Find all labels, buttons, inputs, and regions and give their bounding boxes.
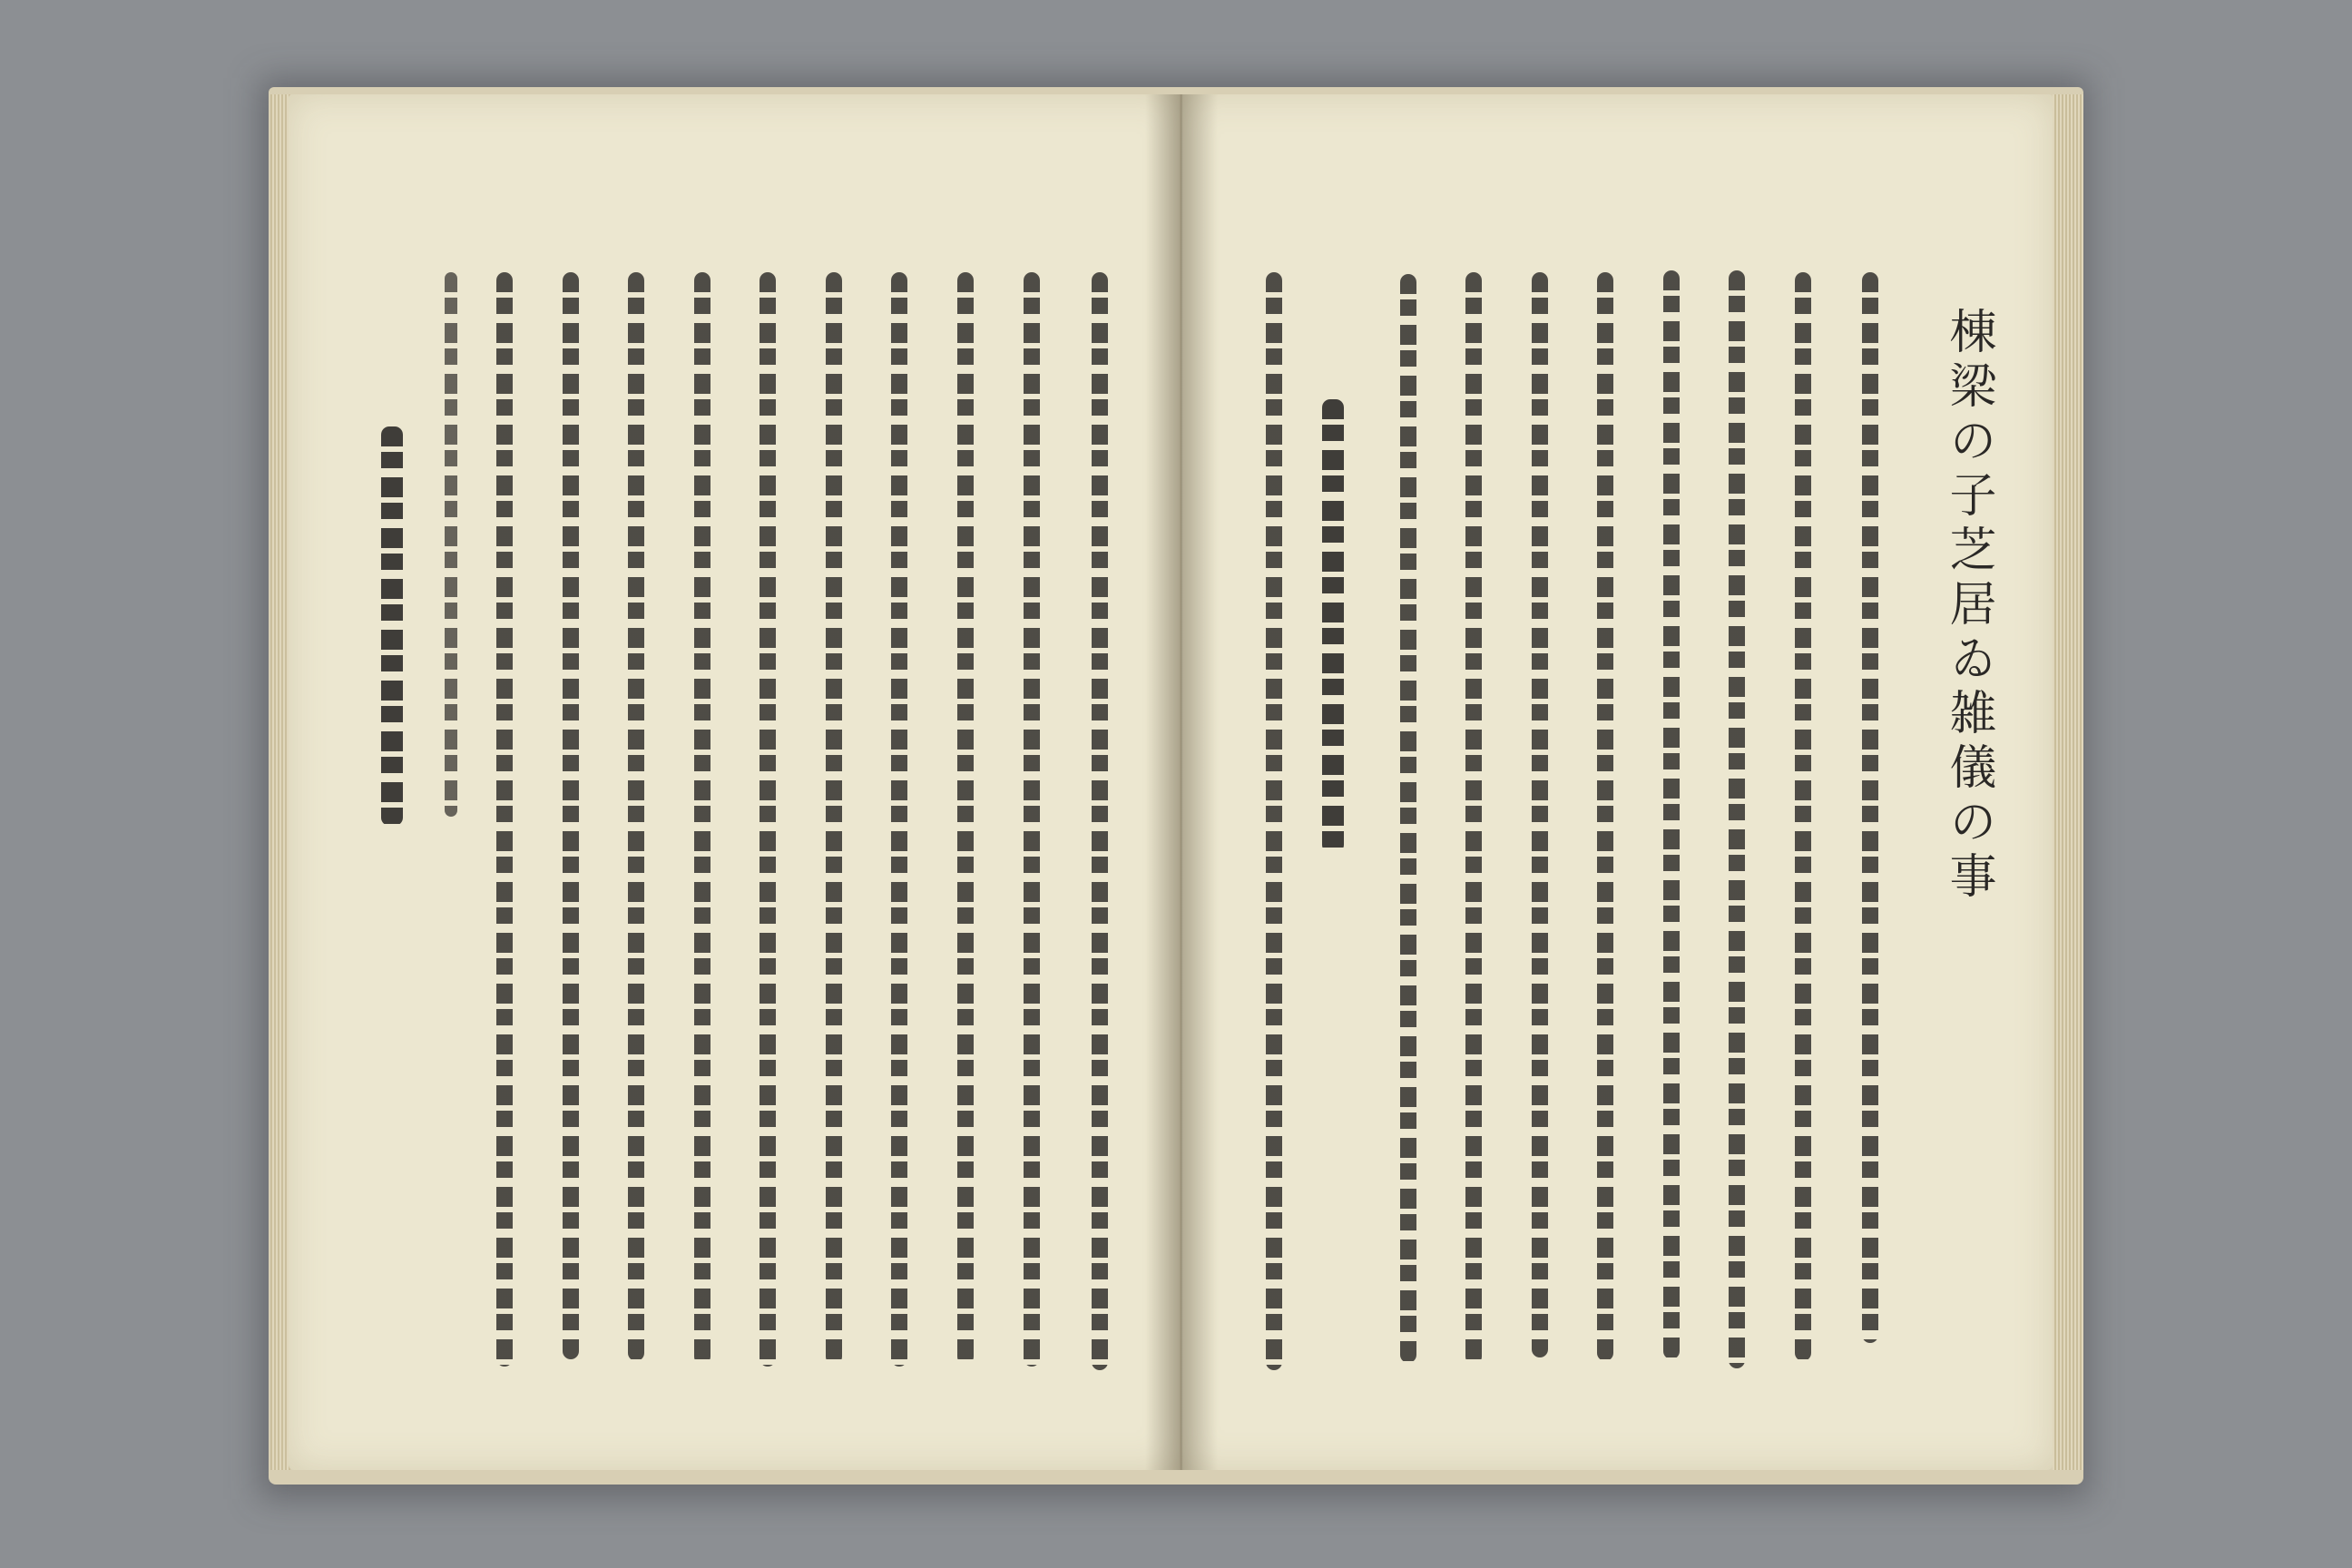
left-page <box>289 94 1180 1470</box>
handwritten-column <box>957 272 974 1365</box>
handwritten-column <box>1092 272 1108 1370</box>
handwritten-column <box>496 272 513 1367</box>
handwritten-column <box>628 272 644 1361</box>
handwritten-column <box>1532 272 1548 1357</box>
handwritten-column <box>891 272 907 1367</box>
handwritten-column <box>1266 272 1282 1370</box>
handwritten-column <box>694 272 710 1365</box>
handwritten-column <box>563 272 579 1359</box>
handwritten-column <box>1024 272 1040 1367</box>
book-gutter <box>1145 94 1218 1470</box>
handwritten-column <box>1862 272 1878 1343</box>
handwritten-column <box>1465 272 1482 1365</box>
handwritten-column <box>445 272 457 817</box>
handwritten-column <box>1663 270 1680 1359</box>
right-page <box>1181 94 2053 1470</box>
handwritten-column <box>1400 274 1416 1363</box>
handwritten-column <box>760 272 776 1367</box>
handwritten-column <box>826 272 842 1365</box>
left-page-edges <box>270 94 290 1470</box>
handwritten-column <box>1322 399 1344 853</box>
handwritten-column <box>381 426 403 826</box>
handwritten-column <box>1597 272 1613 1361</box>
handwritten-column <box>1795 272 1811 1361</box>
right-page-edges <box>2053 94 2083 1470</box>
handwritten-column <box>1729 270 1745 1368</box>
chapter-heading: 棟梁の子芝居ゐ雑儀の事 <box>1941 307 1995 906</box>
